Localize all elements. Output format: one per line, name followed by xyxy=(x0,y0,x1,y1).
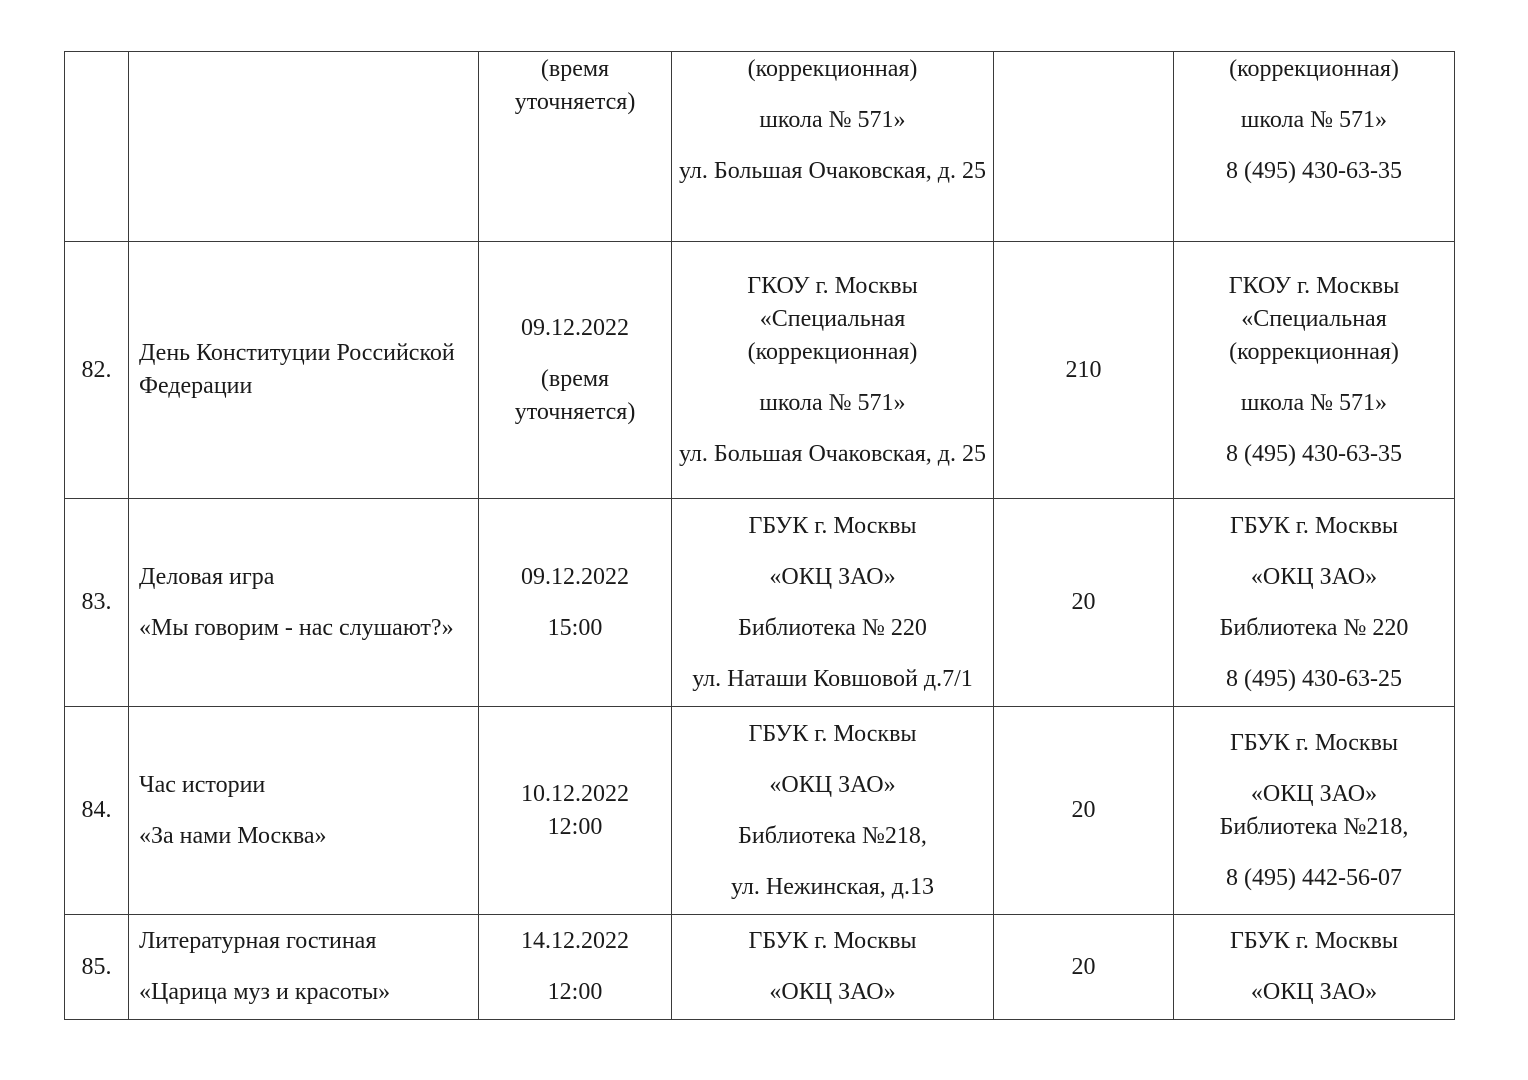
event-time: 12:00 xyxy=(547,979,603,1005)
event-type: Литературная гостиная xyxy=(139,928,377,954)
contact-line: ГБУК г. Москвы xyxy=(1229,928,1399,954)
venue-line: «ОКЦ ЗАО» xyxy=(769,979,896,1005)
event-title-cell xyxy=(129,52,479,242)
contact-line: (коррекционная) xyxy=(1229,56,1399,82)
contact-cell xyxy=(1174,707,1455,915)
venue-line: ГБУК г. Москвы xyxy=(748,512,917,539)
participants-count: 20 xyxy=(994,707,1174,915)
event-type: Деловая игра xyxy=(139,563,275,590)
venue-line: «ОКЦ ЗАО» xyxy=(769,563,896,590)
event-title: «За нами Москва» xyxy=(139,822,327,849)
participants-count: 20 xyxy=(994,915,1174,1020)
event-title-cell xyxy=(129,242,479,499)
venue-cell xyxy=(672,915,994,1020)
venue-line: «ОКЦ ЗАО» xyxy=(769,771,896,798)
table-row xyxy=(65,242,1455,499)
contact-line: школа № 571» xyxy=(1240,389,1388,416)
contact-cell xyxy=(1174,499,1455,707)
event-date: 09.12.2022 xyxy=(521,314,629,341)
venue-line: ГБУК г. Москвы xyxy=(748,928,917,954)
row-number: 85. xyxy=(65,915,129,1020)
venue-address: ул. Большая Очаковская, д. 25 xyxy=(678,440,987,467)
row-number xyxy=(65,52,129,242)
venue-cell xyxy=(672,499,994,707)
event-date-cell xyxy=(479,915,672,1020)
table-row xyxy=(65,915,1455,1020)
event-date-cell xyxy=(479,242,672,499)
event-time: 15:00 xyxy=(547,614,603,641)
event-title-cell xyxy=(129,915,479,1020)
contact-cell xyxy=(1174,52,1455,242)
venue-line: ГКОУ г. Москвы «Специальная (коррекционная) xyxy=(747,272,918,365)
participants-count: 20 xyxy=(994,499,1174,707)
venue-line: Библиотека № 220 xyxy=(738,614,927,641)
table-row xyxy=(65,499,1455,707)
event-date: 14.12.2022 xyxy=(521,928,629,954)
row-number: 84. xyxy=(65,707,129,915)
contact-line: «ОКЦ ЗАО» Библиотека №218, xyxy=(1219,780,1409,840)
contact-line: «ОКЦ ЗАО» xyxy=(1250,563,1378,590)
event-type: Час истории xyxy=(139,771,266,798)
event-title-cell xyxy=(129,499,479,707)
event-time: 12:00 xyxy=(547,813,603,840)
contact-cell xyxy=(1174,915,1455,1020)
venue-cell xyxy=(672,707,994,915)
contact-line: школа № 571» xyxy=(1240,107,1388,133)
contact-phone: 8 (495) 430-63-25 xyxy=(1226,665,1402,692)
venue-line: ГБУК г. Москвы xyxy=(748,720,917,747)
venue-cell xyxy=(672,52,994,242)
venue-line: школа № 571» xyxy=(759,107,906,133)
event-time: (время уточняется) xyxy=(514,365,636,425)
events-table xyxy=(64,51,1455,1020)
contact-line: ГБУК г. Москвы xyxy=(1229,512,1399,539)
venue-address: ул. Нежинская, д.13 xyxy=(730,873,935,900)
event-date-cell xyxy=(479,707,672,915)
participants-count: 210 xyxy=(994,242,1174,499)
event-title: День Конституции Российской Федерации xyxy=(139,340,455,399)
event-date: 10.12.2022 xyxy=(521,780,629,807)
event-date-cell xyxy=(479,52,672,242)
contact-cell xyxy=(1174,242,1455,499)
venue-address: ул. Наташи Ковшовой д.7/1 xyxy=(692,665,973,692)
event-title-cell xyxy=(129,707,479,915)
row-number: 83. xyxy=(65,499,129,707)
contact-phone: 8 (495) 442-56-07 xyxy=(1226,864,1402,891)
contact-phone: 8 (495) 430-63-35 xyxy=(1226,158,1402,184)
event-title: «Царица муз и красоты» xyxy=(139,979,391,1005)
contact-line: Библиотека № 220 xyxy=(1219,614,1409,641)
contact-line: «ОКЦ ЗАО» xyxy=(1250,979,1378,1005)
event-date-cell xyxy=(479,499,672,707)
contact-line: ГБУК г. Москвы xyxy=(1229,729,1399,756)
event-title: «Мы говорим - нас слушают?» xyxy=(139,614,454,641)
event-date: 09.12.2022 xyxy=(521,563,629,590)
table-row xyxy=(65,707,1455,915)
contact-phone: 8 (495) 430-63-35 xyxy=(1226,440,1402,467)
venue-cell xyxy=(672,242,994,499)
venue-line: (коррекционная) xyxy=(747,56,918,82)
row-number: 82. xyxy=(65,242,129,499)
table-row xyxy=(65,52,1455,242)
event-time: (время уточняется) xyxy=(514,56,636,115)
venue-line: школа № 571» xyxy=(759,389,906,416)
contact-line: ГКОУ г. Москвы «Специальная (коррекционная) xyxy=(1228,272,1400,365)
venue-line: Библиотека №218, xyxy=(738,822,927,849)
venue-address: ул. Большая Очаковская, д. 25 xyxy=(678,158,987,184)
participants-count xyxy=(994,52,1174,242)
